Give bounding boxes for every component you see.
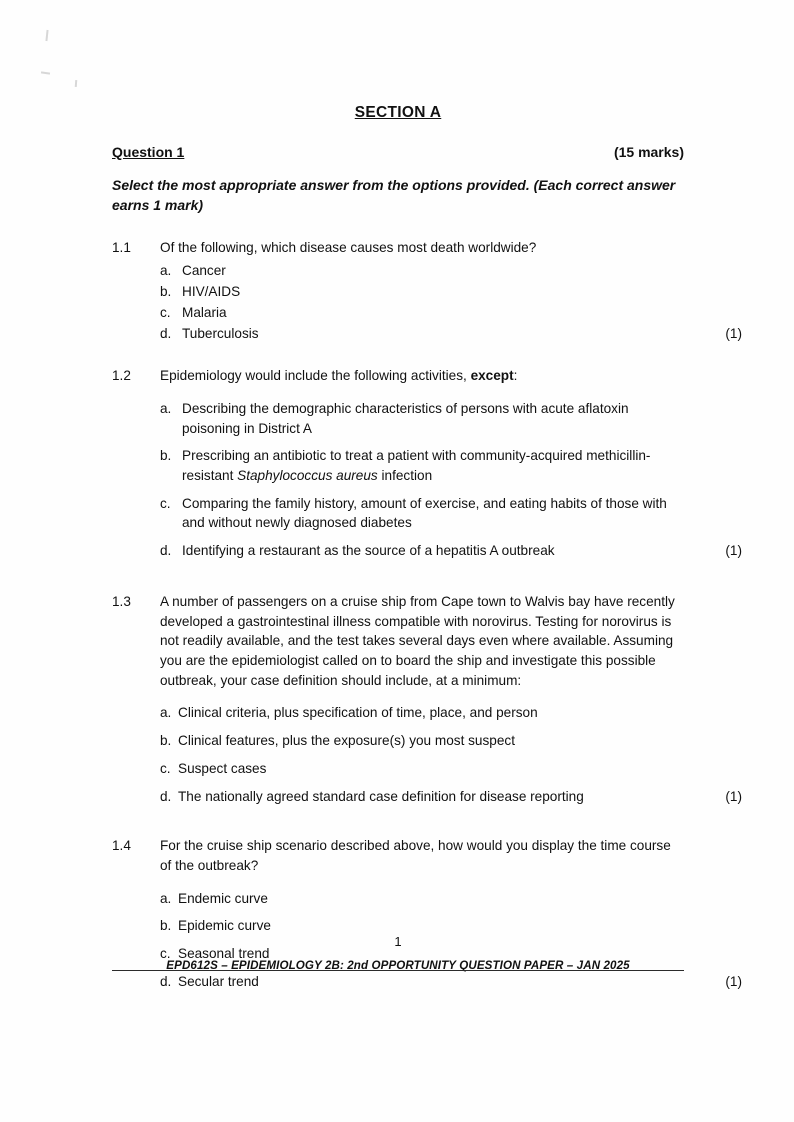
question-stem: Of the following, which disease causes most death worldwide? [160, 239, 537, 255]
option-label: c. [160, 760, 171, 776]
option-text: Epidemic curve [178, 918, 271, 934]
question-body [160, 238, 742, 345]
option-label: d. [160, 973, 172, 989]
scan-artifact [45, 30, 48, 41]
option-text-post: infection [377, 468, 433, 484]
option-text: Endemic curve [178, 890, 268, 906]
list-item[interactable] [160, 787, 742, 807]
page-number: 1 [394, 934, 402, 949]
mark-allocation: (1) [725, 788, 742, 804]
option-label: c. [160, 946, 171, 962]
footer-divider [112, 970, 684, 971]
mark-allocation: (1) [725, 543, 742, 559]
question-body [160, 836, 742, 999]
option-text: Clinical features, plus the exposure(s) you most suspect [178, 733, 515, 749]
option-text [182, 324, 742, 344]
option-label: c. [160, 304, 171, 320]
option-text: Suspect cases [178, 760, 267, 776]
option-text [182, 446, 684, 485]
option-text: Clinical criteria, plus specification of time, place, and person [178, 705, 538, 721]
question-stem-pre: Epidemiology would include the following activities, [160, 368, 471, 384]
list-item[interactable] [160, 399, 684, 438]
question-body [160, 592, 742, 814]
option-text-value: Secular trend [178, 973, 259, 989]
option-text-pre: Prescribing an antibiotic to treat a patient with community-acquired methicillin-resistant [182, 448, 651, 484]
question-heading: Question 1 [112, 144, 185, 160]
question-item [112, 238, 742, 345]
question-item [112, 592, 742, 814]
option-text: Comparing the family history, amount of exercise, and eating habits of those with and without newly diagnosed diabetes [182, 495, 667, 531]
footer-text: EPD612S – EPIDEMIOLOGY 2B: 2nd OPPORTUNITY QUESTION PAPER – JAN 2025 [166, 959, 630, 972]
option-label: d. [160, 543, 172, 559]
option-list [160, 703, 742, 806]
option-text: Describing the demographic characteristics of persons with acute aflatoxin poisoning in District A [182, 400, 629, 436]
option-text: Seasonal trend [178, 946, 270, 962]
option-label: b. [160, 918, 172, 934]
option-text-value: Tuberculosis [182, 325, 259, 341]
list-item[interactable] [160, 303, 684, 323]
scan-artifact [75, 80, 77, 87]
list-item[interactable] [160, 759, 684, 779]
option-label: c. [160, 495, 171, 511]
scan-artifact [41, 71, 50, 74]
option-label: b. [160, 733, 172, 749]
option-label: b. [160, 284, 172, 300]
list-item[interactable] [160, 261, 684, 281]
list-item[interactable] [160, 703, 684, 723]
list-item[interactable] [160, 282, 684, 302]
option-text: Cancer [182, 263, 226, 279]
option-label: a. [160, 705, 172, 721]
list-item[interactable] [160, 541, 742, 561]
question-stem: A number of passengers on a cruise ship from Cape town to Walvis bay have recently developed a gastrointestinal illness compatible with norovirus. Testing for norovirus is not readily available, and the test takes several days even where available. Assuming you are the epidemiologist called on to board the ship and investigate this possible outbreak, your case definition should include, at a minimum: [160, 593, 675, 688]
option-text [182, 541, 742, 561]
list-item[interactable] [160, 972, 742, 992]
question-number: 1.1 [112, 239, 131, 255]
question-number: 1.4 [112, 838, 131, 854]
question-item [112, 836, 742, 999]
question-stem [160, 366, 684, 386]
option-text [178, 972, 742, 992]
option-label: b. [160, 448, 172, 464]
option-label: d. [160, 788, 172, 804]
option-text-value: The nationally agreed standard case definition for disease reporting [178, 788, 584, 804]
option-label: a. [160, 400, 172, 416]
option-list [160, 399, 742, 561]
option-label: a. [160, 263, 172, 279]
mark-allocation: (1) [725, 973, 742, 989]
option-text-value: Identifying a restaurant as the source of a hepatitis A outbreak [182, 543, 555, 559]
option-text: HIV/AIDS [182, 284, 241, 300]
question-stem-emphasis: except [470, 368, 514, 384]
question-item [112, 366, 742, 569]
list-item[interactable] [160, 889, 684, 909]
option-text [178, 787, 742, 807]
question-header-row [112, 144, 684, 160]
question-stem-post: : [513, 368, 518, 384]
question-number: 1.2 [112, 368, 131, 384]
option-text: Malaria [182, 304, 227, 320]
option-list [160, 261, 742, 343]
list-item[interactable] [160, 494, 684, 533]
question-number: 1.3 [112, 593, 131, 609]
question-marks: (15 marks) [613, 144, 684, 160]
list-item[interactable] [160, 731, 684, 751]
question-body [160, 366, 742, 569]
list-item[interactable] [160, 324, 742, 344]
section-title: SECTION A [354, 104, 442, 121]
page-content [112, 104, 742, 1007]
option-label: d. [160, 325, 172, 341]
question-stem: For the cruise ship scenario described above, how would you display the time course of the outbreak? [160, 838, 671, 873]
list-item[interactable] [160, 446, 684, 485]
option-label: a. [160, 890, 172, 906]
option-text-italic: Staphylococcus aureus [237, 468, 378, 484]
instruction-text: Select the most appropriate answer from the options provided. (Each correct answer earns 1 mark) [112, 177, 676, 213]
mark-allocation: (1) [725, 325, 742, 341]
